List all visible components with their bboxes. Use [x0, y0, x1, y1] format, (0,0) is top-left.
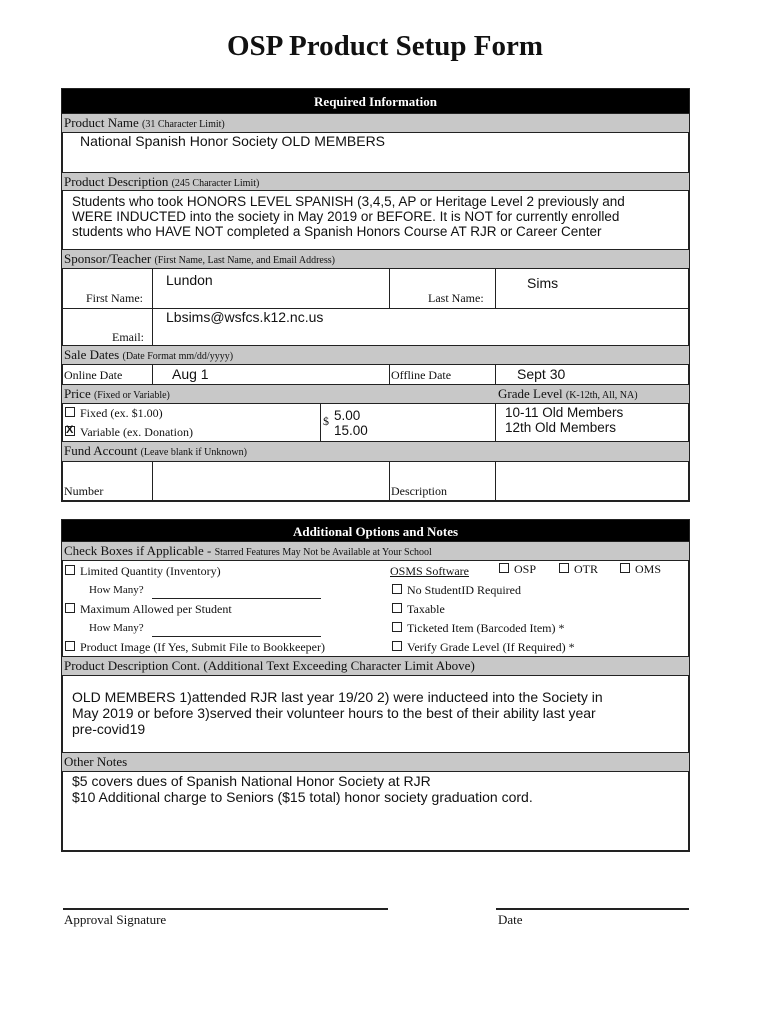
divider: [389, 365, 390, 384]
fund-account-hint: (Leave blank if Unknown): [140, 447, 247, 458]
ticketed-checkbox[interactable]: [392, 622, 402, 632]
check-boxes-label: Check Boxes if Applicable -: [64, 543, 212, 558]
taxable-option[interactable]: [392, 602, 445, 617]
divider: [495, 269, 496, 309]
max-allowed-checkbox[interactable]: [65, 603, 75, 613]
other-notes-line: $5 covers dues of Spanish National Honor Society at RJR: [72, 773, 431, 789]
how-many-input[interactable]: [152, 636, 321, 637]
limited-quantity-checkbox[interactable]: [65, 565, 75, 575]
ticketed-label: Ticketed Item (Barcoded Item) *: [407, 621, 565, 635]
variable-price-label: Variable (ex. Donation): [80, 425, 193, 439]
sponsor-hint: (First Name, Last Name, and Email Address): [154, 255, 335, 266]
fund-description-label: Description: [391, 484, 447, 498]
divider: [320, 404, 321, 441]
osp-checkbox[interactable]: [499, 563, 509, 573]
osms-software-label: [390, 564, 469, 579]
last-name-field[interactable]: Sims: [527, 275, 559, 291]
verify-grade-label: Verify Grade Level (If Required) *: [407, 640, 575, 654]
sale-dates-label: Sale Dates: [64, 347, 120, 362]
date-line[interactable]: [496, 908, 689, 910]
product-name-field[interactable]: National Spanish Honor Society OLD MEMBERS: [80, 133, 386, 149]
limited-quantity-label: Limited Quantity (Inventory): [80, 564, 221, 578]
fund-account-label: Fund Account: [64, 443, 138, 458]
oms-checkbox[interactable]: [620, 563, 630, 573]
other-notes-label: Other Notes: [64, 754, 128, 769]
sponsor-label: Sponsor/Teacher: [64, 251, 152, 266]
desc-cont-line: OLD MEMBERS 1)attended RJR last year 19/20 2) were inducteed into the Society in: [72, 689, 603, 705]
product-desc-line: students who HAVE NOT completed a Spanish Honors Course AT RJR or Career Center: [72, 224, 602, 239]
oms-label: OMS: [635, 562, 662, 576]
no-studentid-checkbox[interactable]: [392, 584, 402, 594]
product-name-hint: (31 Character Limit): [141, 119, 225, 130]
price-bar: [62, 384, 496, 404]
date-label: Date: [498, 912, 523, 927]
product-name-bar: [62, 113, 689, 133]
desc-cont-bar: [62, 656, 689, 676]
first-name-label: First Name:: [86, 291, 143, 305]
email-label: Email:: [112, 330, 144, 344]
online-date-label: Online Date: [64, 368, 123, 382]
grade-value: 10-11 Old Members: [505, 405, 624, 420]
max-allowed-option[interactable]: [65, 602, 232, 617]
other-notes-field[interactable]: [72, 773, 533, 805]
other-notes-line: $10 Additional charge to Seniors ($15 total) honor society graduation cord.: [72, 789, 533, 805]
product-desc-line: WERE INDUCTED into the society in May 2019 or BEFORE. It is NOT for currently enrolled: [72, 209, 620, 224]
divider: [495, 462, 496, 501]
product-desc-line: Students who took HONORS LEVEL SPANISH (3,4,5, AP or Heritage Level 2 previously and: [72, 194, 625, 209]
approval-signature-line[interactable]: [63, 908, 388, 910]
product-image-checkbox[interactable]: [65, 641, 75, 651]
dollar-sign: $: [323, 414, 329, 428]
desc-cont-line: pre-covid19: [72, 721, 146, 737]
desc-cont-label: Product Description Cont. (Additional Text Exceeding Character Limit Above): [64, 658, 475, 673]
other-notes-bar: [62, 752, 689, 772]
product-name-label: Product Name: [64, 115, 139, 130]
otr-checkbox[interactable]: [559, 563, 569, 573]
no-studentid-option[interactable]: [392, 583, 521, 598]
taxable-checkbox[interactable]: [392, 603, 402, 613]
email-field[interactable]: Lbsims@wsfcs.k12.nc.us: [166, 309, 324, 325]
osp-option[interactable]: [499, 562, 536, 577]
grade-level-hint: (K-12th, All, NA): [565, 390, 638, 401]
product-image-label: Product Image (If Yes, Submit File to Bookkeeper): [80, 640, 325, 654]
how-many-label: How Many?: [89, 622, 144, 634]
verify-grade-option[interactable]: [392, 640, 575, 655]
divider: [152, 365, 153, 384]
required-header: Required Information: [62, 89, 689, 113]
divider: [62, 308, 689, 309]
product-desc-field[interactable]: [72, 194, 625, 239]
price-hint: (Fixed or Variable): [93, 390, 170, 401]
max-allowed-label: Maximum Allowed per Student: [80, 602, 232, 616]
grade-value: 12th Old Members: [505, 420, 617, 435]
approval-signature-label: Approval Signature: [64, 912, 167, 927]
no-studentid-label: No StudentID Required: [407, 583, 521, 597]
desc-cont-line: May 2019 or before 3)served their volunteer hours to the best of their ability last year: [72, 705, 596, 721]
offline-date-field[interactable]: Sept 30: [517, 366, 566, 382]
price-value: 5.00: [334, 408, 361, 423]
otr-label: OTR: [574, 562, 598, 576]
otr-option[interactable]: [559, 562, 598, 577]
check-boxes-bar: [62, 541, 689, 561]
price-field[interactable]: [334, 408, 368, 438]
first-name-field[interactable]: Lundon: [166, 272, 213, 288]
check-boxes-hint: Starred Features May Not be Available at Your School: [214, 547, 432, 558]
divider: [389, 269, 390, 309]
sale-dates-bar: [62, 345, 689, 365]
oms-option[interactable]: [620, 562, 661, 577]
divider: [152, 462, 153, 501]
verify-grade-checkbox[interactable]: [392, 641, 402, 651]
price-value: 15.00: [334, 423, 368, 438]
product-desc-bar: [62, 172, 689, 191]
form-title: OSP Product Setup Form: [226, 30, 544, 62]
offline-date-label: Offline Date: [391, 368, 452, 382]
desc-cont-field[interactable]: [72, 689, 603, 737]
divider: [389, 462, 390, 501]
grade-level-bar: [496, 384, 689, 404]
fund-account-bar: [62, 441, 689, 462]
sale-dates-hint: (Date Format mm/dd/yyyy): [122, 351, 234, 362]
variable-checkbox[interactable]: [65, 426, 75, 436]
grade-level-field[interactable]: [505, 405, 623, 435]
online-date-field[interactable]: Aug 1: [172, 366, 209, 382]
grade-level-label: Grade Level: [498, 386, 563, 401]
last-name-label: Last Name:: [428, 291, 484, 305]
variable-price-option[interactable]: [65, 425, 193, 440]
limited-quantity-option[interactable]: [65, 564, 221, 579]
how-many-label: How Many?: [89, 584, 144, 596]
product-desc-hint: (245 Character Limit): [171, 178, 260, 189]
fund-number-label: Number: [64, 484, 104, 498]
sponsor-bar: [62, 249, 689, 269]
fixed-price-label: Fixed (ex. $1.00): [80, 406, 163, 420]
price-label: Price: [64, 386, 91, 401]
taxable-label: Taxable: [407, 602, 445, 616]
fixed-price-option[interactable]: [65, 406, 163, 421]
product-desc-label: Product Description: [64, 174, 169, 189]
osms-software-text: OSMS Software: [390, 564, 470, 578]
ticketed-option[interactable]: [392, 621, 565, 636]
additional-header: Additional Options and Notes: [62, 520, 689, 541]
how-many-input[interactable]: [152, 598, 321, 599]
osp-label: OSP: [514, 562, 537, 576]
product-image-option[interactable]: [65, 640, 325, 655]
fixed-checkbox[interactable]: [65, 407, 75, 417]
